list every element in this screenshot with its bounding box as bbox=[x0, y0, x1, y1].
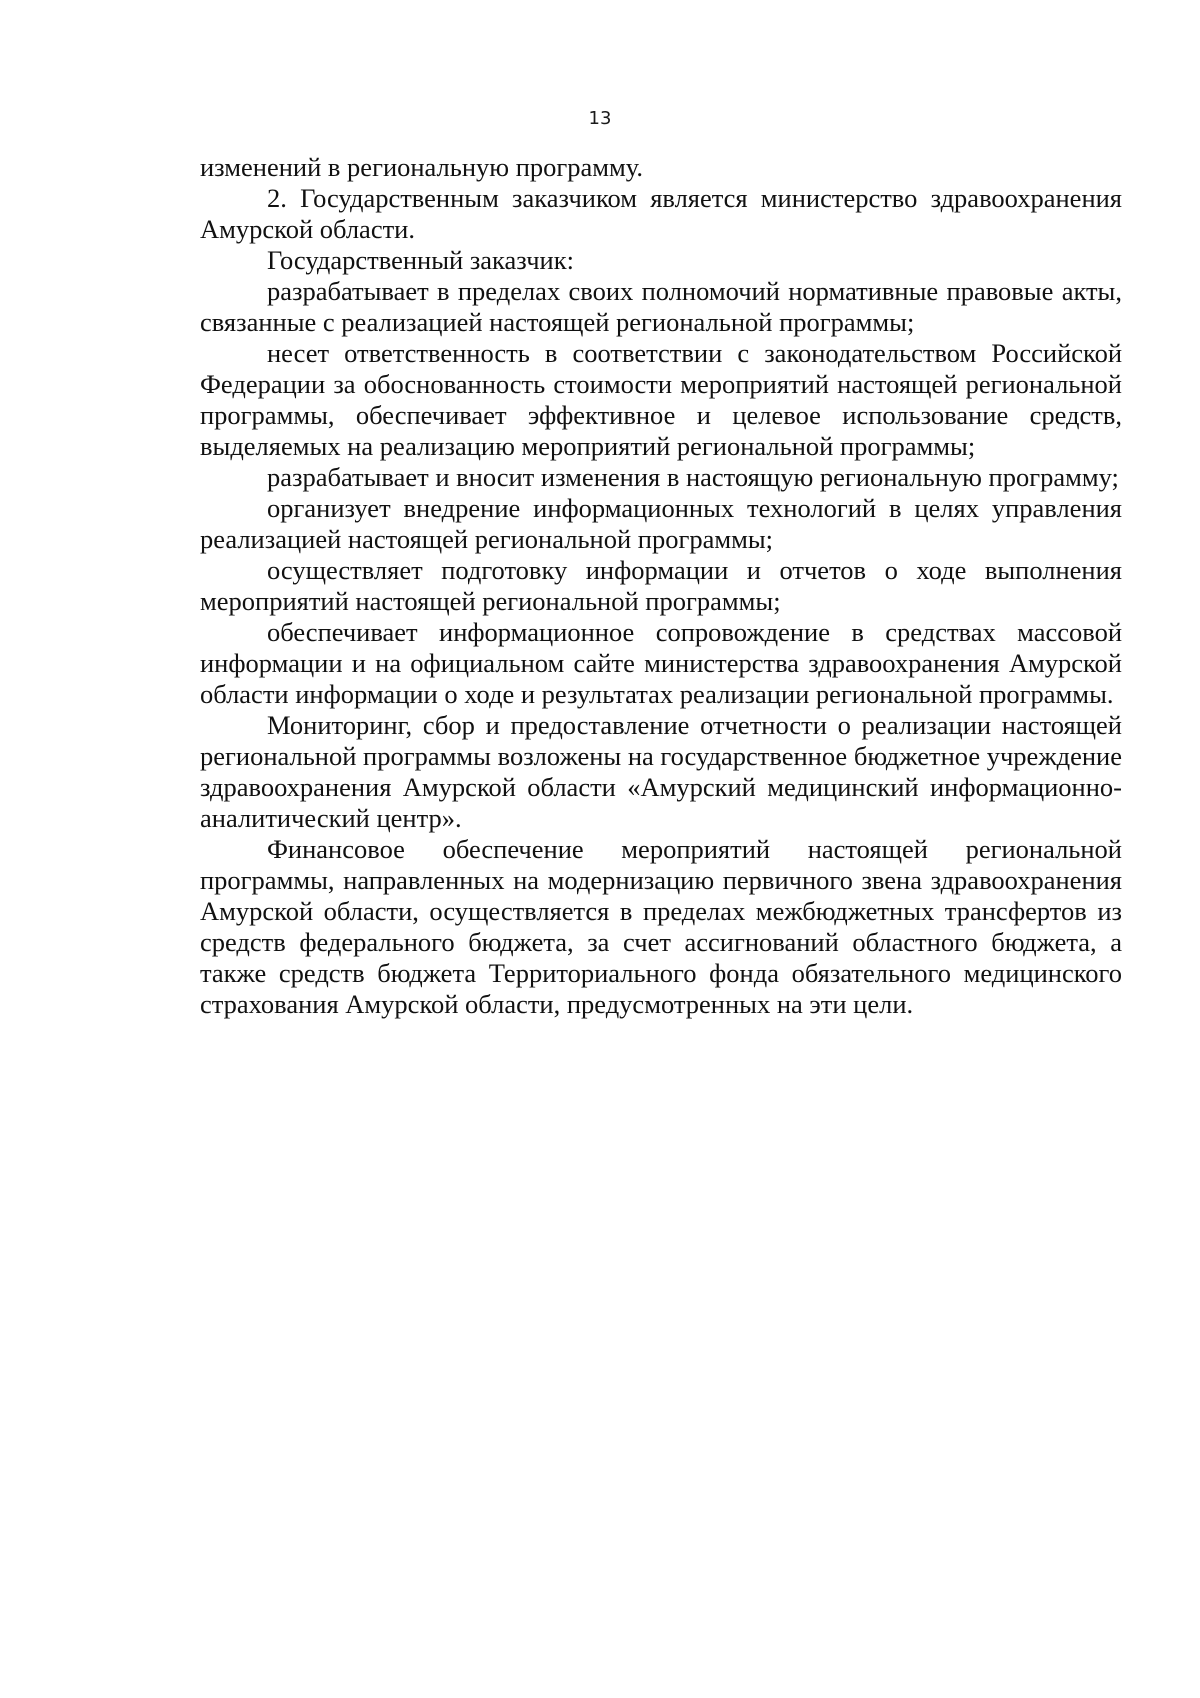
paragraph-continuation: изменений в региональную программу. bbox=[200, 152, 644, 182]
paragraph-customer-heading: Государственный заказчик: bbox=[267, 245, 574, 275]
page-number: 13 bbox=[588, 108, 612, 129]
paragraph-develops-acts: разрабатывает в пределах своих полномочий нормативные правовые акты, связанные с реализацией настоящей региональной программы; bbox=[200, 276, 1122, 337]
document-body bbox=[200, 152, 1122, 1020]
paragraph-amendments: разрабатывает и вносит изменения в настоящую региональную программу; bbox=[267, 462, 1119, 492]
paragraph-financing: Финансовое обеспечение мероприятий настоящей региональной программы, направленных на модернизацию первичного звена здравоохранения Амурской области, осуществляется в пределах межбюджетных трансфертов из средств федерального бюджета, за счет ассигнований областного бюджета, а также средств бюджета Территориального фонда обязательного медицинского страхования Амурской области, предусмотренных на эти цели. bbox=[200, 834, 1122, 1019]
paragraph-state-customer: 2. Государственным заказчиком является министерство здравоохранения Амурской области. bbox=[200, 183, 1122, 244]
paragraph-it-implementation: организует внедрение информационных технологий в целях управления реализацией настоящей региональной программы; bbox=[200, 493, 1122, 554]
paragraph-monitoring: Мониторинг, сбор и предоставление отчетности о реализации настоящей региональной программы возложены на государственное бюджетное учреждение здравоохранения Амурской области «Амурский медицинский информационно-аналитический центр». bbox=[200, 710, 1122, 833]
paragraph-media-support: обеспечивает информационное сопровождение в средствах массовой информации и на официальном сайте министерства здравоохранения Амурской области информации о ходе и результатах реализации региональной программы. bbox=[200, 617, 1122, 709]
paragraph-reports: осуществляет подготовку информации и отчетов о ходе выполнения мероприятий настоящей региональной программы; bbox=[200, 555, 1122, 616]
paragraph-responsibility: несет ответственность в соответствии с законодательством Российской Федерации за обоснованность стоимости мероприятий настоящей региональной программы, обеспечивает эффективное и целевое использование средств, выделяемых на реализацию мероприятий региональной программы; bbox=[200, 338, 1122, 461]
